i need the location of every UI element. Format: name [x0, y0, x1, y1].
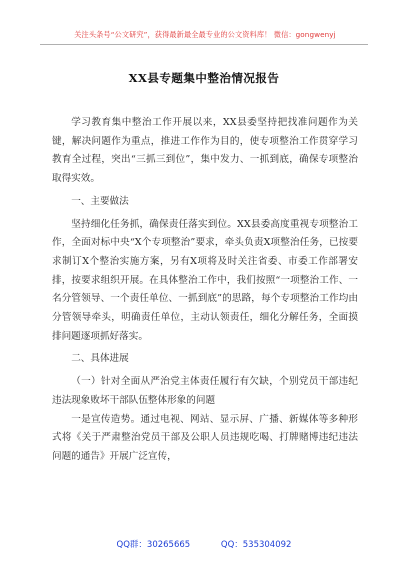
header-banner: 关注头条号“公文研究”，获得最新最全最专业的公文资料库！ 微信：gongwenyj [74, 30, 336, 39]
section-heading-progress: 二、具体进展 [71, 353, 129, 365]
footer-contact [0, 538, 408, 550]
paragraph-publicity: 一是宣传造势。通过电视、网站、显示屏、广播、新媒体等多种形式将《关于严肃整治党员干部及公职人员违规吃喝、打牌赌博违纪违法问题的通告》开展广泛宣传， [52, 413, 358, 462]
paragraph-subheading-1: （一）针对全面从严治党主体责任履行有欠缺，个别党员干部违纪违法现象败坏干部队伍整体形象的问题 [52, 376, 358, 406]
paragraph-intro: 学习教育集中整治工作开展以来，XX县委坚持把找准问题作为关键，解决问题作为重点，推进工作作为目的，使专项整治工作贯穿学习教育全过程，突出“三抓三到位”，集中发力、一抓到底，确保专项整治取得实效。 [52, 117, 358, 185]
paragraph-practices: 坚持细化任务抓，确保责任落实到位。XX县委高度重视专项整治工作，全面对标中央“X个专项整治”要求，牵头负责X项整治任务，已按要求制订X个整治实施方案，另有X项将及时关注省委、市委工作部署安排，按要求组织开展。在具体整治工作中，我们按照“一项整治工作、一名分管领导、一个责任单位、一抓到底”的思路，每个专项整治工作均由分管领导牵头，明确责任单位，主动认领责任，细化分解任务，全面摸排问题逐项抓好落实。 [52, 218, 358, 342]
header-divider [40, 44, 368, 45]
footer-qq-group: QQ群：30265665 [116, 540, 191, 550]
section-heading-main-practices: 一、主要做法 [71, 195, 129, 207]
document-title: XX县专题集中整治情况报告 [128, 71, 280, 85]
document-body [52, 114, 358, 467]
footer-qq: QQ：535304092 [220, 540, 292, 550]
